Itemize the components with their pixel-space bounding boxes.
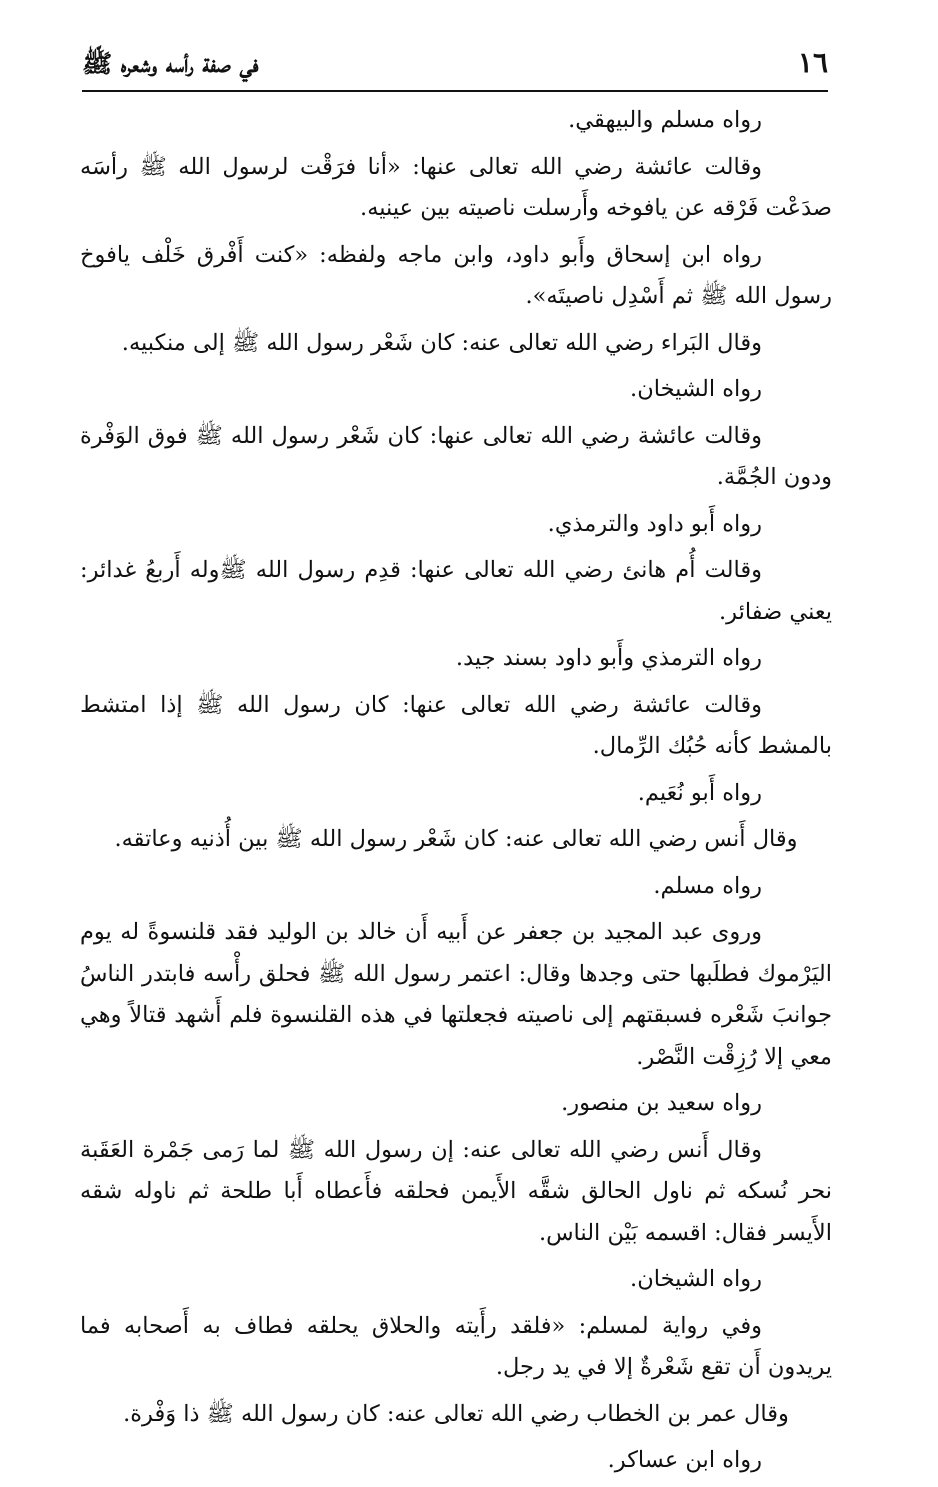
paragraph: رواه مسلم والبيهقي. (568, 107, 762, 133)
header-divider (82, 90, 828, 92)
paragraph: وقال أَنس رضي الله تعالى عنه: إن رسول الله ﷺ لما رَمى جَمْرة العَقَبة نحر نُسكه ثم ناول الحالق شقَّه الأَيمن فحلقه فأَعطاه أَبا طلحة ثم ناوله شقه الأَيسر فقال: اقسمه بَيْن الناس. (80, 1136, 832, 1246)
paragraph: رواه الترمذي وأَبو داود بسند جيد. (455, 645, 762, 671)
paragraph: وقالت عائشة رضي الله تعالى عنها: كان رسول الله ﷺ إذا امتشط بالمشط كأنه حُبُك الرِّمال. (80, 691, 832, 759)
paragraph: وقالت عائشة رضي الله تعالى عنها: كان شَعْر رسول الله ﷺ فوق الوَفْرة ودون الجُمَّة. (80, 422, 832, 490)
page-header (82, 42, 828, 90)
paragraph: رواه الشيخان. (630, 1266, 762, 1292)
paragraph: وقالت أُم هانئ رضي الله تعالى عنها: قدِم رسول الله ﷺوله أَربعُ غدائر: يعني ضفائر. (80, 557, 832, 625)
page-body (80, 100, 832, 1487)
paragraph: وقال أَنس رضي الله تعالى عنه: كان شَعْر رسول الله ﷺ بين أُذنيه وعاتقه. (114, 826, 798, 852)
running-title: في صفة رأسه وشعره ﷺ (82, 49, 259, 78)
paragraph: وروى عبد المجيد بن جعفر عن أَبيه أَن خالد بن الوليد فقد قلنسوةً له يوم اليَرْموك فطلَبها حتى وجدها وقال: اعتمر رسول الله ﷺ فحلق رأْسه فابتدر الناسُ جوانبَ شَعْره فسبقتهم إلى ناصيته فجعلتها في هذه القلنسوة فلم أَشهد قتالاً وهي معي إلا رُزِقْت النَّصْر. (80, 919, 832, 1070)
paragraph: رواه ابن إسحاق وأَبو داود، وابن ماجه ولفظه: «كنت أَفْرق خَلْف يافوخ رسول الله ﷺ ثم أَسْدِل ناصيتَه». (80, 241, 832, 309)
paragraph: رواه سعيد بن منصور. (561, 1090, 762, 1116)
paragraph: رواه أَبو نُعَيم. (637, 779, 762, 806)
paragraph: رواه ابن عساكر. (607, 1447, 762, 1473)
page-number: ١٦ (797, 46, 828, 79)
paragraph: وقال عمر بن الخطاب رضي الله تعالى عنه: كان رسول الله ﷺ ذا وَفْرة. (123, 1400, 789, 1427)
paragraph: رواه مسلم. (653, 872, 762, 899)
paragraph: وفي رواية لمسلم: «فلقد رأَيته والحلاق يحلقه فطاف به أَصحابه فما يريدون أَن تقع شَعْرةٌ إلا في يد رجل. (80, 1312, 832, 1380)
paragraph: وقال البَراء رضي الله تعالى عنه: كان شَعْر رسول الله ﷺ إلى منكبيه. (121, 329, 762, 356)
paragraph: رواه أَبو داود والترمذي. (547, 510, 762, 537)
paragraph: وقالت عائشة رضي الله تعالى عنها: «أنا فرَقْت لرسول الله ﷺ رأسَه صدَعْت فَرْقه عن يافوخه وأَرسلت ناصيته بين عينيه. (80, 153, 832, 221)
paragraph: رواه الشيخان. (630, 376, 762, 402)
